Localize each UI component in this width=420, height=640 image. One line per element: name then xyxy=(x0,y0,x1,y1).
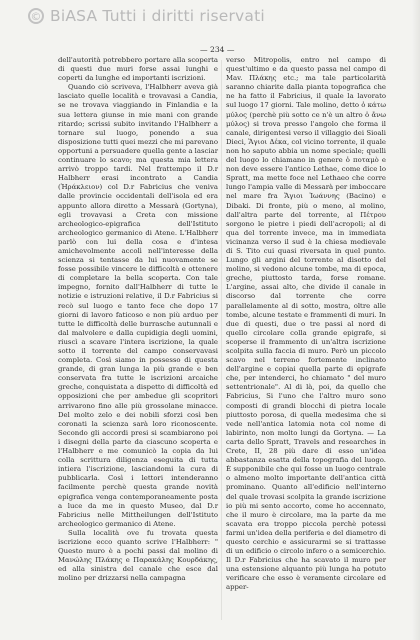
copyright-icon: © xyxy=(28,8,44,24)
watermark-text: BiASA Tutti i diritti riservati xyxy=(50,7,265,25)
page-number: — 234 — xyxy=(200,45,235,54)
left-column xyxy=(58,56,218,583)
column-divider xyxy=(221,60,222,620)
paragraph: Quando ciò scriveva, l'Halbherr aveva già lasciato quelle località e trovavasi a Candia, se ne trovava viaggiando in Finlandia e la sua lettera giunse in mie mani con grande ritardo; scrissi subito invitando l'Halbherr a tornare sul luogo, ponendo a sua disposizione tutti quei mezzi che mi parevano opportuni a persuadere quella gente a lasciar continuare lo scavo; ma questa mia lettera arrivò troppo tardi. Nel frattempo il D.r Halbherr erasi incontrato a Candia (Ἡράκλειον) col D.r Fabricius che veniva dalle provincie occidentali dell'isola ed era appunto allora diretto a Messarà (Gortyna), egli trovavasi a Creta con missione archeologico-epigrafica dell'Istituto archeologico germanico di Atene. L'Halbherr parlò con lui della cosa e d'intesa amichevolmente accolì nell'interesse della scienza si tentasse da lui nuovamente se fosse possibile vincere le difficoltà e ottenere di completare la bella scoperta. Con tale impegno, fornito dall'Halbherr di tutte le notizie e istruzioni relative, il D.r Fabricius si recò sul luogo e tanto fece che dopo 17 giorni di lavoro faticoso e non più arduo per tutte le difficoltà delle burrasche autunnali e dal malvolere e dalla cupidigia degli uomini, riuscì a scavare l'intera iscrizione, la quale sotto il torrente del campo conservavasi completa. Così siamo in possesso di questa grande, di gran lunga la più grande e ben conservata fra tutte le iscrizioni arcaiche greche, conquistata a dispetto di difficoltà ed opposizioni che per ambedue gli scopritori arrivarono fino alle più grossolane minacce. Del molto zelo e dei nobili sforzi così ben coronati la scienza sarà loro riconoscente. Secondo gli accordi presi si scambiarono poi i disegni della parte da ciascuno scoperta e l'Halbherr e me comunicò la copia da lui colla scrittura diligenza eseguita di tutta intiera l'iscrizione, lasciandomi la cura di pubblicarla. Così i lettori intenderanno facilmente perchè questa grande novità epigrafica venga contemporaneamente posta a luce da me in questo Museo, dal D.r Fabricius nelle Mittheilungen dell'Istituto archeologico germanico di Atene. xyxy=(58,83,218,528)
paragraph: Sulla località ove fu trovata questa iscrizione ecco quanto scrive l'Halbherr: " Questo muro è a pochi passi dal molino di Μανώλης Πλάκης e Παρακάλης Κουρδάκης, ed alla sinistra del canale che esce dal molino per drizzarsi nella campagna xyxy=(58,528,218,583)
page-edge-shadow xyxy=(412,0,420,640)
paragraph: verso Mitropolis, entro nel campo di quest'ultimo e da questo passa nel campo di Mav. Πλάκης etc.; ma tale particolarità saranno chiarite dalla pianta topografica che ne ha fatto il Fabricius, il quale la lavorato sul luogo 17 giorni. Tale molino, detto ὁ κάτω μύλος (perchè più sotto ce n'è un altro ὁ ἄνω μύλος) si trova presso l'angolo che forma il canale, dirigentesi verso il villaggio dei Sioali Dieci, Ἅγιοι Δέκα, col vicino torrente, il quale non ho saputo abbia un nome speciale; quelli del luogo lo chiamano in genere ὁ ποταμὸ e non deve essere l'antico Lethae, come dice lo Spratt, ma mette foce nel Lethaeo che corre lungo l'ampia valle di Messarà per imboccare nel mare fra Ἄγιοι Ἰωάννης (Bacino) e Dibaki. Di fronte, più o meno, al molino, dall'altra parte del torrente, al Πέτρου sorgono le pietre i piedi dell'acropoli; al di qua del torrente invece, ma in immediata vicinanza verso il sud è la chiesa medievale di S. Tito cui quasi riversata in quel punto. Lungo gli argini del torrente al disotto del molino, si vedono alcune tombe, ma di epoca, greche, piuttosto tarda, forse romane. L'argine, assai alto, che divide il canale in discorso dal torrente che corre parallelamente al di sotto, mostra, oltre alle tombe, alcune testate e frammenti di muri. In due di questi, due o tre passi al nord di quello circolare colla grande epigrafe, si scoperse il frammento di un'altra iscrizione scolpita sulla faccia di muro. Però un piccolo scavo nel terreno fortemente inclinato dell'argine e copiai quella parte di epigrafe che, per intenderci, ho chiamato " del muro settentrionale". Al di là, poi, da quello che Fabricius, Si l'uno che l'altro muro sono composti di grandi blocchi di pietra locale piuttosto porosa, di quella medesima che si vede nell'antica latomia nota col nome di labirinto, non molto lungi da Gortyna. — La carta dello Spratt, Travels and researches in Crete, II, 28 più dare di esso un'idea abbastanza esatta della topografia del luogo. È supponibile che qui fosse un luogo centrale o almeno molto importante dell'antica città prominano. Quanto all'edificio nell'interno del quale trovasi scolpita la grande iscrizione io più mi sento accorto, come ho accennato, che il muro è circolare, ma la parte da me scavata era troppo piccola perchè potessi farmi un'idea della periferia e del diametro di questo cerchio e assicurarmi se si trattasse di un edificio o circolo infero o a semicerchio. Il D.r Fabricius che ha scavato il muro per una estensione alquanto più lunga ha potuto verificare che esso è veramente circolare ed apper- xyxy=(226,56,386,592)
paragraph: dell'autorità potrebbero portare alla scoperta di questi due muri forse assai lunghi e coperti da lunghe ed importanti iscrizioni. xyxy=(58,56,218,83)
watermark xyxy=(28,6,265,26)
right-column xyxy=(226,56,386,593)
